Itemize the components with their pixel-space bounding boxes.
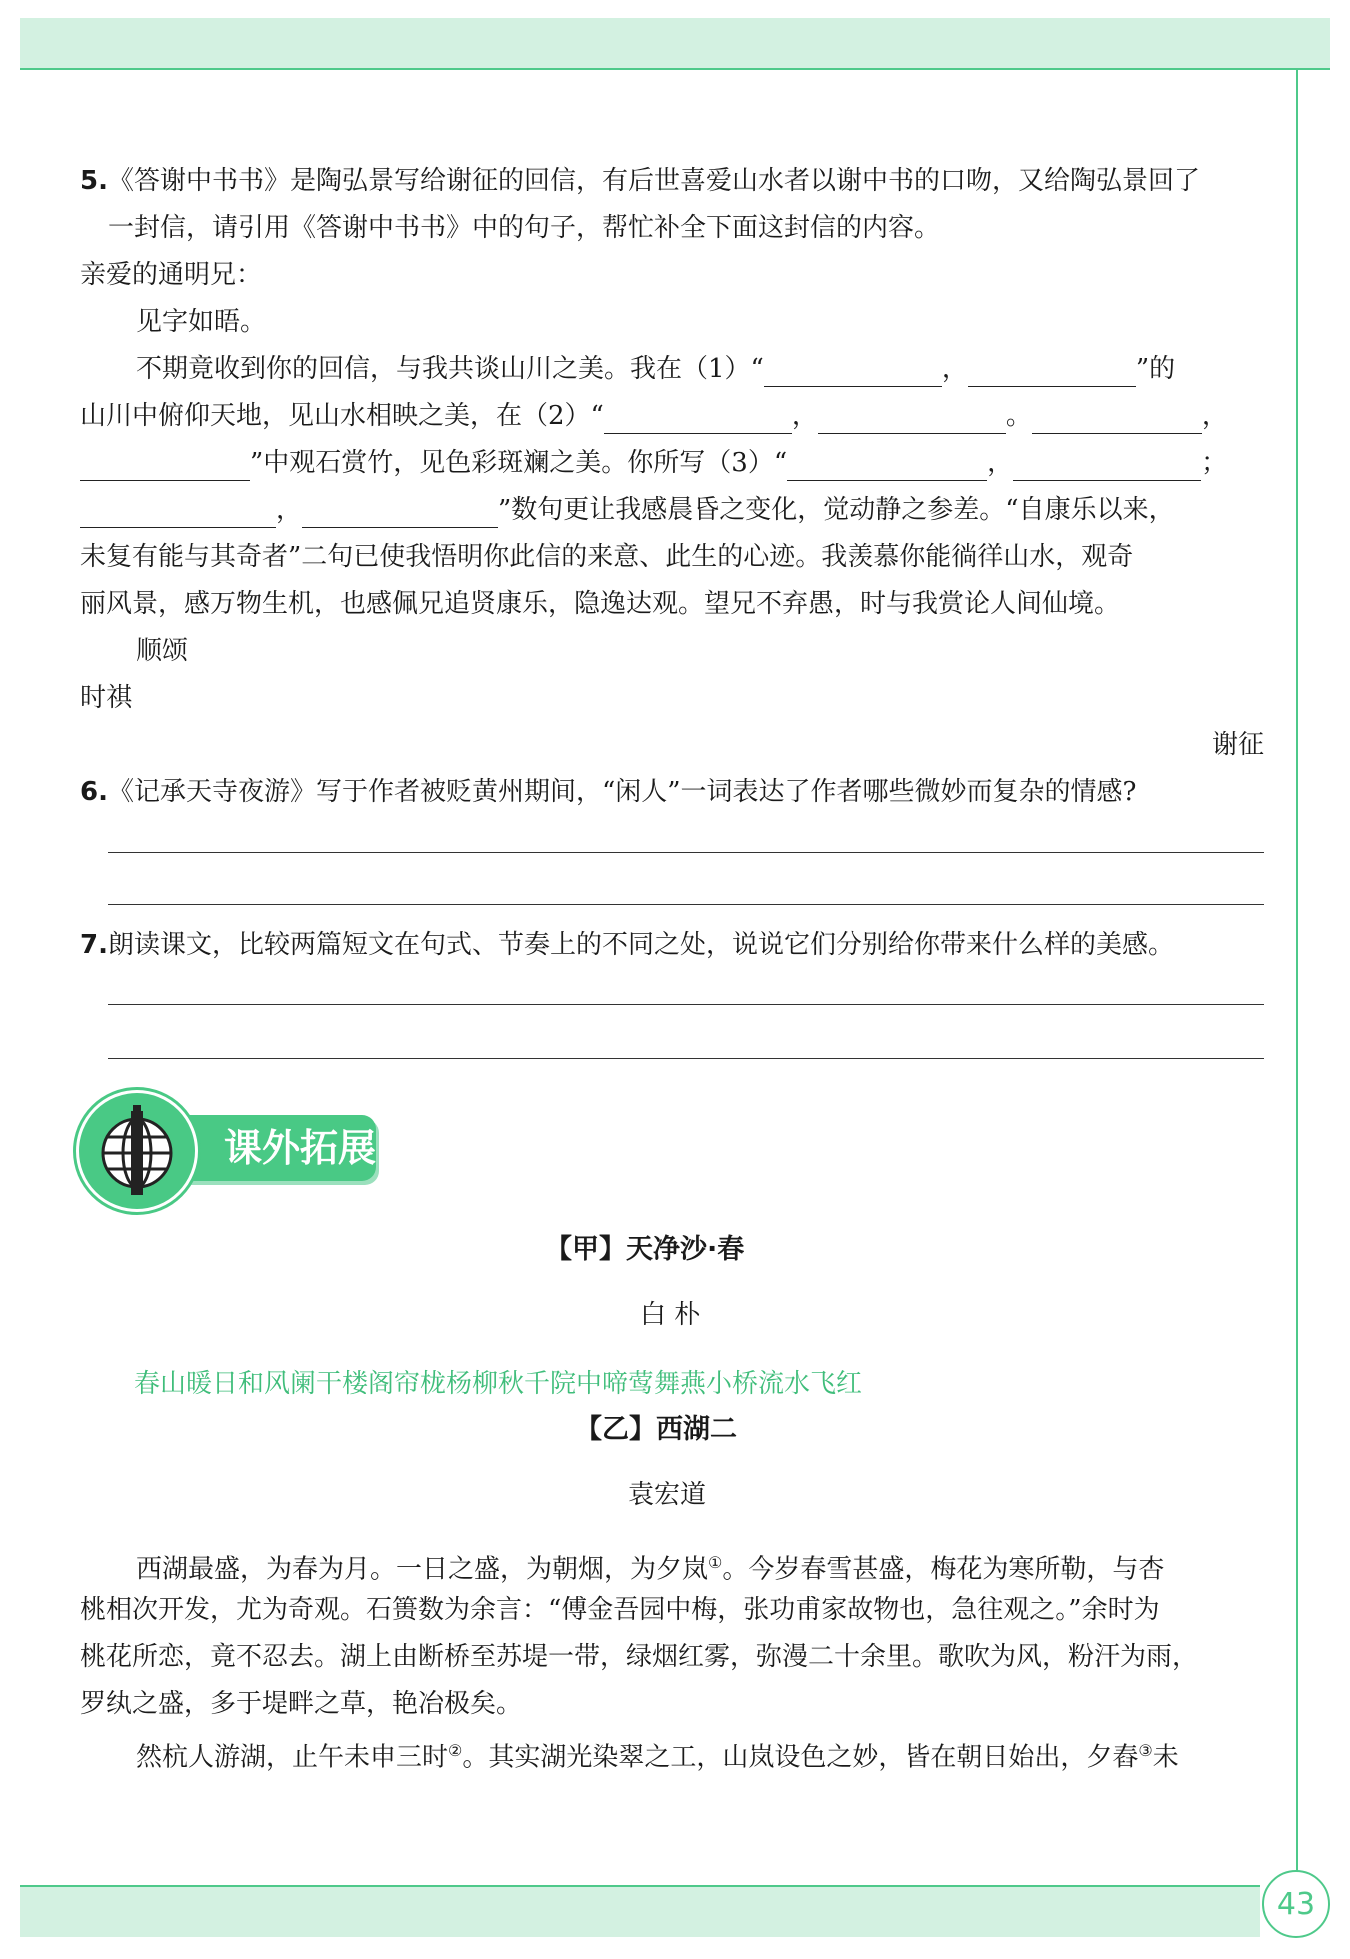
q7-number: 7.	[80, 930, 108, 960]
q5-number: 5.	[80, 166, 108, 196]
section-title: 课外拓展	[166, 1115, 376, 1181]
blank-2b[interactable]	[818, 407, 1006, 434]
answer-line[interactable]	[108, 1058, 1264, 1059]
q5-line1: 5.《答谢中书书》是陶弘景写给谢征的回信，有后世喜爱山水者以谢中书的口吻，又给陶弘景回了	[80, 166, 1200, 196]
footnote-2: ②	[448, 1741, 463, 1760]
bottom-decor-band	[20, 1885, 1260, 1937]
q5-line2: 一封信，请引用《答谢中书书》中的句子，帮忙补全下面这封信的内容。	[108, 213, 941, 243]
q6-question: 6.《记承天寺夜游》写于作者被贬黄州期间，“闲人”一词表达了作者哪些微妙而复杂的情感?	[80, 777, 1137, 807]
letter-line-5: 未复有能与其奇者”二句已使我悟明你此信的来意、此生的心迹。我羡慕你能徜徉山水，观奇	[80, 542, 1134, 572]
answer-line[interactable]	[108, 852, 1264, 853]
letter-line-6: 丽风景，感万物生机，也感佩兄追贤康乐，隐逸达观。望兄不弃愚，时与我赏论人间仙境。	[80, 589, 1121, 619]
section-header	[76, 1090, 396, 1212]
blank-3d[interactable]	[302, 501, 498, 528]
answer-line[interactable]	[108, 1004, 1264, 1005]
poem-a-text: 春山暖日和风阑干楼阁帘栊杨柳秋千院中啼莺舞燕小桥流水飞红	[134, 1369, 863, 1399]
prose-b-author: 袁宏道	[628, 1480, 707, 1510]
blank-2d[interactable]	[80, 454, 250, 481]
letter-salutation: 亲爱的通明兄：	[80, 260, 263, 290]
page-number: 43	[1262, 1870, 1330, 1938]
blank-2a[interactable]	[604, 407, 792, 434]
letter-greeting: 见字如晤。	[136, 307, 267, 337]
prose-b-line-3: 桃花所恋，竟不忍去。湖上由断桥至苏堤一带，绿烟红雾，弥漫二十余里。歌吹为风，粉汗为雨，	[80, 1642, 1199, 1672]
blank-1b[interactable]	[968, 360, 1136, 387]
prose-b-line-4: 罗纨之盛，多于堤畔之草，艳冶极矣。	[80, 1689, 523, 1719]
answer-line[interactable]	[108, 904, 1264, 905]
prose-b-line-5: 然杭人游湖，止午未申三时②。其实湖光染翠之工，山岚设色之妙，皆在朝日始出，夕舂③未	[136, 1741, 1179, 1773]
blank-1a[interactable]	[764, 360, 942, 387]
letter-line-2: 山川中俯仰天地，见山水相映之美，在（2）“ ， 。 ，	[80, 398, 1228, 434]
footnote-1: ①	[708, 1553, 723, 1572]
prose-b-line-2: 桃相次开发，尤为奇观。石篑数为余言：“傅金吾园中梅，张功甫家故物也，急往观之。”余时为	[80, 1595, 1160, 1625]
q6-number: 6.	[80, 777, 108, 807]
prose-b-title: 【乙】西湖二	[575, 1414, 737, 1445]
letter-line-3: ”中观石赏竹，见色彩斑斓之美。你所写（3）“ ， ；	[80, 445, 1227, 481]
letter-signature: 谢征	[1212, 730, 1265, 760]
prose-b-line-1: 西湖最盛，为春为月。一日之盛，为朝烟，为夕岚①。今岁春雪甚盛，梅花为寒所勒，与杏	[136, 1553, 1165, 1585]
blank-3c[interactable]	[80, 501, 276, 528]
q7-question: 7.朗读课文，比较两篇短文在句式、节奏上的不同之处，说说它们分别给你带来什么样的美感。	[80, 930, 1174, 960]
letter-closing-1: 顺颂	[136, 636, 189, 666]
globe-tower-icon	[76, 1090, 198, 1212]
letter-line-4: ， ”数句更让我感晨昏之变化，觉动静之参差。“自康乐以来，	[80, 492, 1175, 528]
blank-3a[interactable]	[787, 454, 987, 481]
blank-3b[interactable]	[1013, 454, 1201, 481]
right-frame-line	[1296, 68, 1298, 1888]
footnote-3: ③	[1138, 1741, 1153, 1760]
blank-2c[interactable]	[1032, 407, 1202, 434]
letter-closing-2: 时祺	[80, 683, 133, 713]
top-decor-band	[20, 18, 1330, 70]
poem-a-title: 【甲】天净沙·春	[545, 1234, 745, 1265]
poem-a-author: 白 朴	[640, 1300, 701, 1330]
letter-line-1: 不期竟收到你的回信，与我共谈山川之美。我在（1）“ ， ”的	[136, 351, 1175, 387]
